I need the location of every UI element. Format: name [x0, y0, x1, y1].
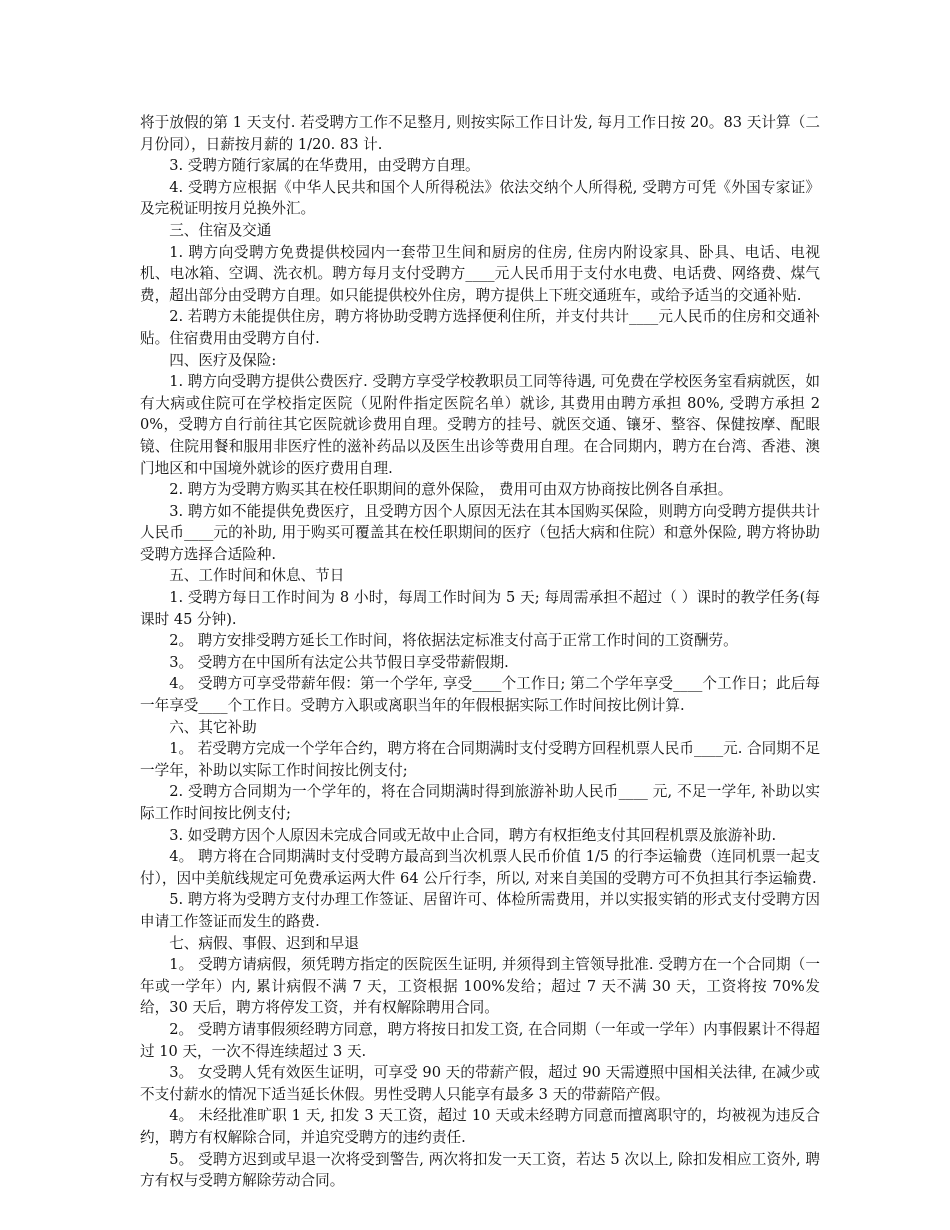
- section-heading: 四、医疗及保险:: [169, 351, 277, 369]
- paragraph-item: 2. 聘方为受聘方购买其在校任职期间的意外保险， 费用可由双方协商按比例各自承担。: [169, 481, 733, 499]
- document-page: [140, 112, 820, 1192]
- paragraph-item: 2. 若聘方未能提供住房，聘方将协助受聘方选择便利住所，并支付共计____元人民币的住房和交通补贴。住宿费用由受聘方自付.: [140, 308, 820, 347]
- paragraph-item: 2。 聘方安排受聘方延长工作时间，将依据法定标准支付高于正常工作时间的工资酬劳。: [169, 632, 738, 650]
- paragraph-item: 3. 如受聘方因个人原因未完成合同或无故中止合同，聘方有权拒绝支付其回程机票及旅游补助.: [169, 826, 777, 844]
- section-heading: 五、工作时间和休息、节日: [169, 567, 345, 585]
- section-heading: 七、病假、事假、迟到和早退: [169, 934, 359, 952]
- section-heading: 三、住宿及交通: [169, 221, 272, 239]
- paragraph-item: 1. 受聘方每日工作时间为 8 小时，每周工作时间为 5 天; 每周需承担不超过（ ）课时的教学任务(每课时 45 分钟).: [140, 589, 820, 628]
- paragraph-item: 4。 聘方将在合同期满时支付受聘方最高到当次机票人民币价值 1/5 的行李运输费（连同机票一起支付），因中美航线规定可免费承运两大件 64 公斤行李，所以, 对来自美国的受聘方可不负担其行李运输费.: [140, 848, 820, 887]
- paragraph-item: 1。 若受聘方完成一个学年合约，聘方将在合同期满时支付受聘方回程机票人民币____元. 合同期不足一学年，补助以实际工作时间按比例支付;: [140, 740, 820, 779]
- paragraph-item: 2。 受聘方请事假须经聘方同意，聘方将按日扣发工资, 在合同期（一年或一学年）内事假累计不得超过 10 天，一次不得连续超过 3 天.: [140, 1020, 820, 1060]
- paragraph-item: 1. 聘方向受聘方免费提供校园内一套带卫生间和厨房的住房, 住房内附设家具、卧具、电话、电视机、电冰箱、空调、洗衣机。聘方每月支付受聘方____元人民币用于支付水电费、电话费、网络费、煤气费，超出部分由受聘方自理。如只能提供校外住房，聘方提供上下班交通班车，或给予适当的交通补贴.: [140, 243, 820, 304]
- paragraph-item: 3. 受聘方随行家属的在华费用，由受聘方自理。: [169, 157, 480, 175]
- section-heading: 六、其它补助: [169, 718, 257, 736]
- paragraph-continued: 将于放假的第 1 天支付. 若受聘方工作不足整月, 则按实际工作日计发, 每月工作日按 20。83 天计算（二月份同），日薪按月薪的 1/20. 83 计.: [140, 114, 820, 153]
- paragraph-item: 2. 受聘方合同期为一个学年的，将在合同期满时得到旅游补助人民币____ 元, 不足一学年, 补助以实际工作时间按比例支付;: [140, 783, 820, 822]
- paragraph-item: 4. 受聘方应根据《中华人民共和国个人所得税法》依法交纳个人所得税, 受聘方可凭《外国专家证》及完税证明按月兑换外汇。: [140, 178, 820, 218]
- paragraph-item: 3。 女受聘人凭有效医生证明，可享受 90 天的带薪产假，超过 90 天需遵照中国相关法律, 在减少或不支付薪水的情况下适当延长休假。男性受聘人只能享有最多 3 天的带薪陪产假。: [140, 1064, 820, 1103]
- paragraph-item: 4。 受聘方可享受带薪年假：第一个学年, 享受____个工作日; 第二个学年享受____个工作日；此后每一年享受____个工作日。受聘方入职或离职当年的年假根据实际工作时间按比例计算.: [140, 675, 820, 715]
- paragraph-item: 4。 未经批准旷职 1 天, 扣发 3 天工资，超过 10 天或未经聘方同意而擅离职守的，均被视为违反合约，聘方有权解除合同，并追究受聘方的违约责任.: [140, 1107, 820, 1146]
- paragraph-item: 5. 聘方将为受聘方支付办理工作签证、居留许可、体检所需费用，并以实报实销的形式支付受聘方因申请工作签证而发生的路费.: [140, 891, 820, 930]
- paragraph-item: 3。 受聘方在中国所有法定公共节假日享受带薪假期.: [169, 653, 509, 671]
- paragraph-item: 1。 受聘方请病假，须凭聘方指定的医院医生证明, 并须得到主管领导批准. 受聘方在一个合同期（一年或一学年）内, 累计病假不满 7 天，工资根据 100%发给；超过 7 天不满 30 天，工资将按 70%发给，30 天后，聘方将停发工资，并有权解除聘用合同。: [140, 956, 820, 1017]
- paragraph-item: 3. 聘方如不能提供免费医疗，且受聘方因个人原因无法在其本国购买保险，则聘方向受聘方提供共计人民币____元的补助, 用于购买可覆盖其在校任职期间的医疗（包括大病和住院）和意外保险, 聘方将协助受聘方选择合适险种.: [140, 502, 820, 563]
- paragraph-item: 5。 受聘方迟到或早退一次将受到警告, 两次将扣发一天工资，若达 5 次以上, 除扣发相应工资外, 聘方有权与受聘方解除劳动合同。: [140, 1150, 820, 1190]
- paragraph-item: 1. 聘方向受聘方提供公费医疗. 受聘方享受学校教职员工同等待遇, 可免费在学校医务室看病就医，如有大病或住院可在学校指定医院（见附件指定医院名单）就诊, 其费用由聘方承担 80%, 受聘方承担 20%，受聘方自行前往其它医院就诊费用自理。受聘方的挂号、就医交通、镶牙、整容、保健按摩、配眼镜、住院用餐和服用非医疗性的滋补药品以及医生出诊等费用自理。在合同期内，聘方在台湾、香港、澳门地区和中国境外就诊的医疗费用自理.: [140, 373, 820, 477]
